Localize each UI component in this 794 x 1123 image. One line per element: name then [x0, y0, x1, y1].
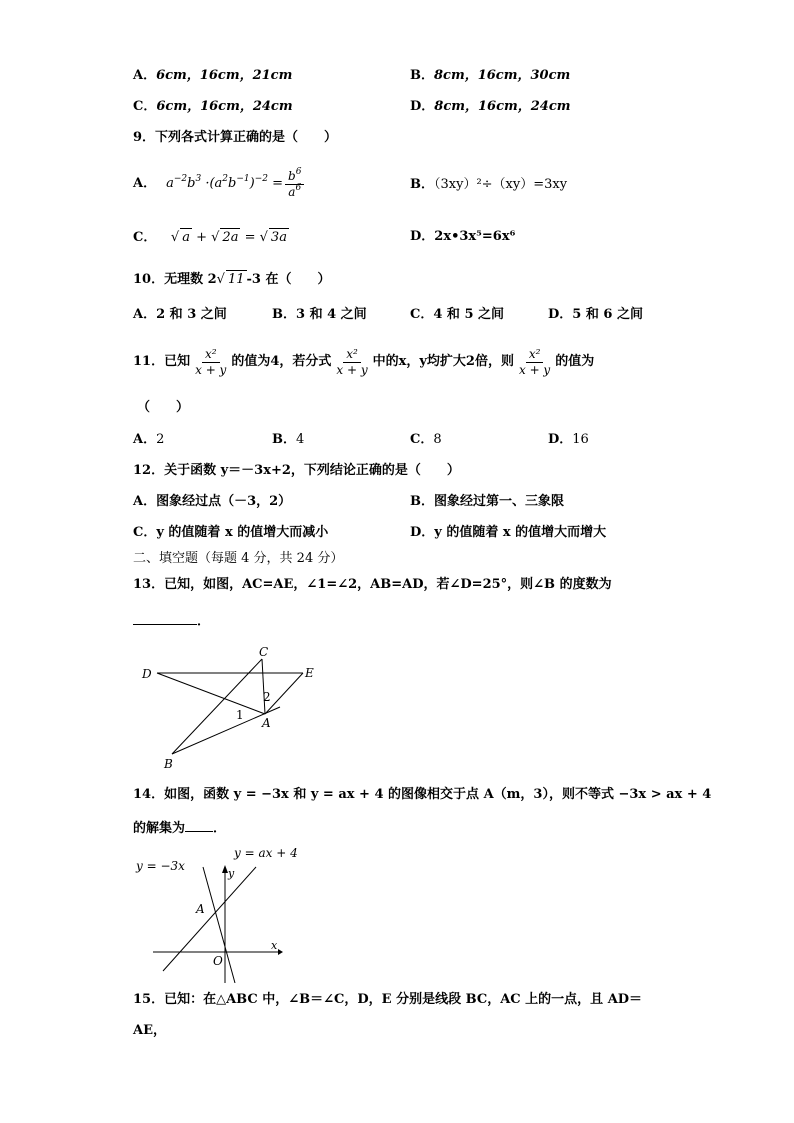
q11-option-a: A．2 [133, 432, 165, 447]
label-angle-1: 1 [236, 708, 244, 722]
label-point-a: A [196, 902, 205, 916]
q8-option-a: A．6cm，16cm，21cm [133, 68, 293, 83]
label-e: E [305, 666, 314, 680]
q8-option-d: D．8cm，16cm，24cm [410, 99, 571, 114]
label-angle-2: 2 [263, 690, 271, 704]
label-line-1: y = −3x [136, 859, 185, 873]
q11-stem: 11． 已知 $\frac{\text{x²}}{x + y}$ 的值为4，若分式 $\frac{\text{x²}}{x + y}$ 中的x，y均扩大2倍，则 $\frac{\text{x²}}{x + y}$ 的值为 [133, 346, 595, 377]
label-c: C [259, 645, 269, 659]
q9-option-a: A． $a^{-2}b^3 \cdot(a^2b^{-1})^{-2}$ = $\frac{b^6}{a^6}$ [133, 162, 306, 206]
q14-answer-line: 的解集为 ． [133, 817, 226, 838]
q14-figure [133, 843, 303, 983]
label-a: A [262, 716, 271, 730]
q13-answer-line: ． [133, 610, 210, 631]
label-d: D [142, 667, 152, 681]
q11-option-b: B．4 [272, 432, 305, 447]
q9-option-c: C． √ a + √ 2a = √ 3a [133, 230, 287, 245]
q11-fraction-1: $\frac{\text{x²}}{x + y}$ [195, 346, 227, 377]
q11-fraction-3: $\frac{\text{x²}}{x + y}$ [518, 346, 551, 377]
q11-option-c: C．8 [410, 432, 442, 447]
q8-option-b: B．8cm，16cm，30cm [410, 68, 571, 83]
q15-line-1: 15．已知：在△ABC 中，∠B＝∠C，D，E 分别是线段 BC，AC 上的一点，且 AD＝ [133, 992, 643, 1007]
q12-option-b: B．图象经过第一、三象限 [410, 494, 564, 509]
q9-option-b: B．（3xy）²÷（xy）=3xy [410, 177, 568, 192]
q10-option-a: A．2 和 3 之间 [133, 307, 227, 322]
label-line-2: y = ax + 4 [234, 846, 298, 860]
q14-blank [185, 817, 213, 832]
label-origin: O [213, 954, 223, 968]
q13-stem: 13．已知，如图，AC=AE，∠1=∠2，AB=AD，若∠D=25°，则∠B 的度数为 [133, 577, 612, 592]
q12-stem: 12．关于函数 y＝－3x+2，下列结论正确的是（ ） [133, 463, 460, 478]
q15-line-2: AE， [133, 1023, 166, 1038]
q13-figure [135, 643, 325, 773]
label-x-axis: x [271, 939, 278, 952]
q9-stem: 9．下列各式计算正确的是（ ） [133, 130, 338, 145]
q10-stem: 10．无理数 2√ 11 -3 在（ ） [133, 272, 331, 287]
q9-option-d: D．2x•3x⁵=6x⁶ [410, 229, 516, 244]
q8-option-c: C．6cm，16cm，24cm [133, 99, 293, 114]
q10-option-b: B．3 和 4 之间 [272, 307, 367, 322]
q13-blank [133, 610, 197, 625]
q14-stem: 14．如图，函数 y = −3x 和 y = ax + 4 的图像相交于点 A（m，3），则不等式 −3x > ax + 4 [133, 787, 712, 802]
q11-paren: （ ） [137, 400, 190, 415]
q12-option-a: A．图象经过点（－3，2） [133, 494, 292, 509]
q12-option-c: C．y 的值随着 x 的值增大而减小 [133, 525, 329, 540]
q11-fraction-2: $\frac{\text{x²}}{x + y}$ [336, 346, 368, 377]
label-y-axis: y [228, 867, 235, 880]
section-heading: 二、填空题（每题 4 分，共 24 分） [133, 551, 344, 566]
q10-option-c: C．4 和 5 之间 [410, 307, 505, 322]
label-b: B [164, 757, 173, 771]
q12-option-d: D．y 的值随着 x 的值增大而增大 [410, 525, 607, 540]
q10-option-d: D．5 和 6 之间 [548, 307, 643, 322]
q11-option-d: D．16 [548, 432, 589, 447]
